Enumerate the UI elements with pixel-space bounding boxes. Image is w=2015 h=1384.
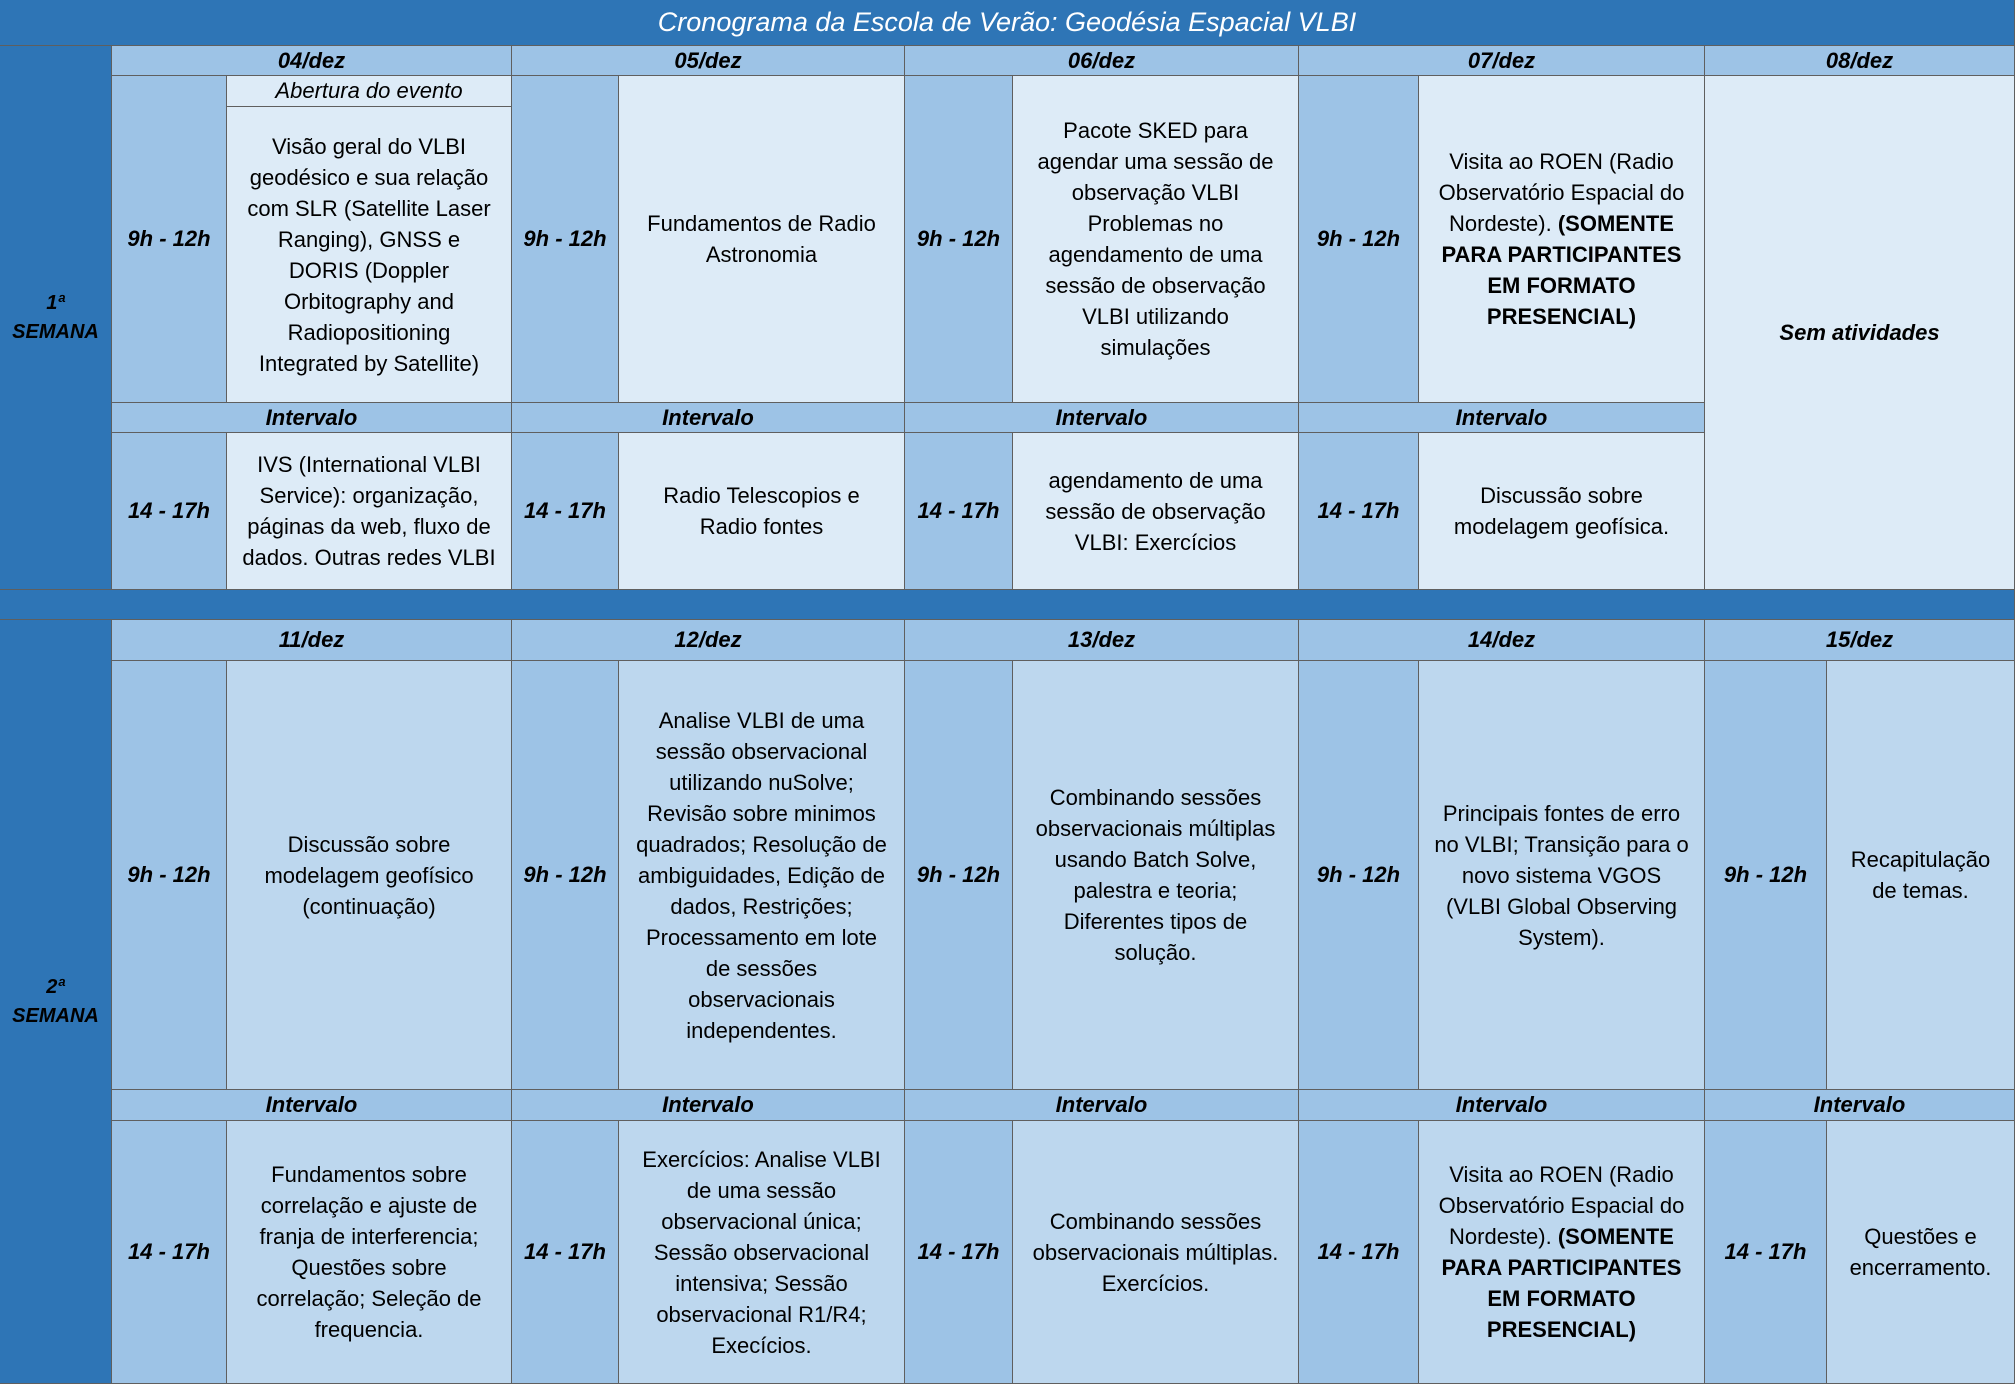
activity-cell: Principais fontes de erro no VLBI; Transição para o novo sistema VGOS (VLBI Global Observing System). [1419, 661, 1705, 1090]
week-2-number: 2ª [46, 975, 65, 998]
date-header: 07/dez [1299, 46, 1705, 76]
break-row: Intervalo [905, 1090, 1299, 1121]
activity-cell: Questões e encerramento. [1827, 1121, 2015, 1384]
time-slot-afternoon: 14 - 17h [1705, 1121, 1827, 1384]
activity-cell: Visita ao ROEN (Radio Observatório Espacial do Nordeste). (SOMENTE PARA PARTICIPANTES EM FORMATO PRESENCIAL) [1419, 76, 1705, 403]
activity-cell: Recapitulação de temas. [1827, 661, 2015, 1090]
time-slot-afternoon: 14 - 17h [112, 1121, 227, 1384]
time-slot-morning: 9h - 12h [1299, 76, 1419, 403]
time-slot-morning: 9h - 12h [512, 661, 619, 1090]
activity-cell: IVS (International VLBI Service): organização, páginas da web, fluxo de dados. Outras redes VLBI [227, 433, 512, 590]
date-header: 05/dez [512, 46, 905, 76]
break-row: Intervalo [112, 403, 512, 433]
break-row: Intervalo [512, 1090, 905, 1121]
schedule-title: Cronograma da Escola de Verão: Geodésia Espacial VLBI [0, 0, 2015, 46]
time-slot-afternoon: 14 - 17h [905, 1121, 1013, 1384]
break-row: Intervalo [512, 403, 905, 433]
event-opening-label: Abertura do evento [227, 76, 512, 107]
activity-cell: Exercícios: Analise VLBI de uma sessão observacional única; Sessão observacional intensiva; Sessão observacional R1/R4; Execícios. [619, 1121, 905, 1384]
no-activities-cell: Sem atividades [1705, 76, 2015, 590]
week-1-label [0, 46, 112, 590]
date-header: 15/dez [1705, 620, 2015, 661]
activity-cell: Visão geral do VLBI geodésico e sua relação com SLR (Satellite Laser Ranging), GNSS e DORIS (Doppler Orbitography and Radiopositioning Integrated by Satellite) [227, 107, 512, 403]
time-slot-afternoon: 14 - 17h [512, 1121, 619, 1384]
time-slot-morning: 9h - 12h [1299, 661, 1419, 1090]
activity-cell: Analise VLBI de uma sessão observacional utilizando nuSolve; Revisão sobre minimos quadrados; Resolução de ambiguidades, Edição de dados, Restrições; Processamento em lote de sessões observacionais independentes. [619, 661, 905, 1090]
activity-cell: Radio Telescopios e Radio fontes [619, 433, 905, 590]
time-slot-morning: 9h - 12h [1705, 661, 1827, 1090]
time-slot-afternoon: 14 - 17h [512, 433, 619, 590]
date-header: 14/dez [1299, 620, 1705, 661]
activity-cell: Visita ao ROEN (Radio Observatório Espacial do Nordeste). (SOMENTE PARA PARTICIPANTES EM FORMATO PRESENCIAL) [1419, 1121, 1705, 1384]
break-row: Intervalo [1299, 403, 1705, 433]
date-header: 06/dez [905, 46, 1299, 76]
week-2-label [0, 620, 112, 1384]
break-row: Intervalo [905, 403, 1299, 433]
time-slot-morning: 9h - 12h [905, 661, 1013, 1090]
time-slot-afternoon: 14 - 17h [905, 433, 1013, 590]
time-slot-afternoon: 14 - 17h [1299, 433, 1419, 590]
date-header: 13/dez [905, 620, 1299, 661]
time-slot-morning: 9h - 12h [512, 76, 619, 403]
date-header: 08/dez [1705, 46, 2015, 76]
activity-cell: Fundamentos de Radio Astronomia [619, 76, 905, 403]
activity-cell: Pacote SKED para agendar uma sessão de observação VLBI Problemas no agendamento de uma sessão de observação VLBI utilizando simulações [1013, 76, 1299, 403]
time-slot-morning: 9h - 12h [905, 76, 1013, 403]
activity-cell: Combinando sessões observacionais múltiplas. Exercícios. [1013, 1121, 1299, 1384]
activity-cell: Discussão sobre modelagem geofísica. [1419, 433, 1705, 590]
break-row: Intervalo [112, 1090, 512, 1121]
date-header: 12/dez [512, 620, 905, 661]
time-slot-afternoon: 14 - 17h [1299, 1121, 1419, 1384]
break-row: Intervalo [1299, 1090, 1705, 1121]
activity-cell: Discussão sobre modelagem geofísico (continuação) [227, 661, 512, 1090]
time-slot-afternoon: 14 - 17h [112, 433, 227, 590]
break-row: Intervalo [1705, 1090, 2015, 1121]
date-header: 04/dez [112, 46, 512, 76]
date-header: 11/dez [112, 620, 512, 661]
activity-cell: agendamento de uma sessão de observação VLBI: Exercícios [1013, 433, 1299, 590]
time-slot-morning: 9h - 12h [112, 661, 227, 1090]
time-slot-morning: 9h - 12h [112, 76, 227, 403]
activity-cell: Fundamentos sobre correlação e ajuste de franja de interferencia; Questões sobre correlação; Seleção de frequencia. [227, 1121, 512, 1384]
activity-cell: Combinando sessões observacionais múltiplas usando Batch Solve, palestra e teoria; Diferentes tipos de solução. [1013, 661, 1299, 1090]
week-1-number: 1ª [46, 291, 65, 314]
week-2-word: SEMANA [12, 1004, 99, 1027]
week-1-word: SEMANA [12, 320, 99, 343]
week-separator [0, 590, 2015, 620]
